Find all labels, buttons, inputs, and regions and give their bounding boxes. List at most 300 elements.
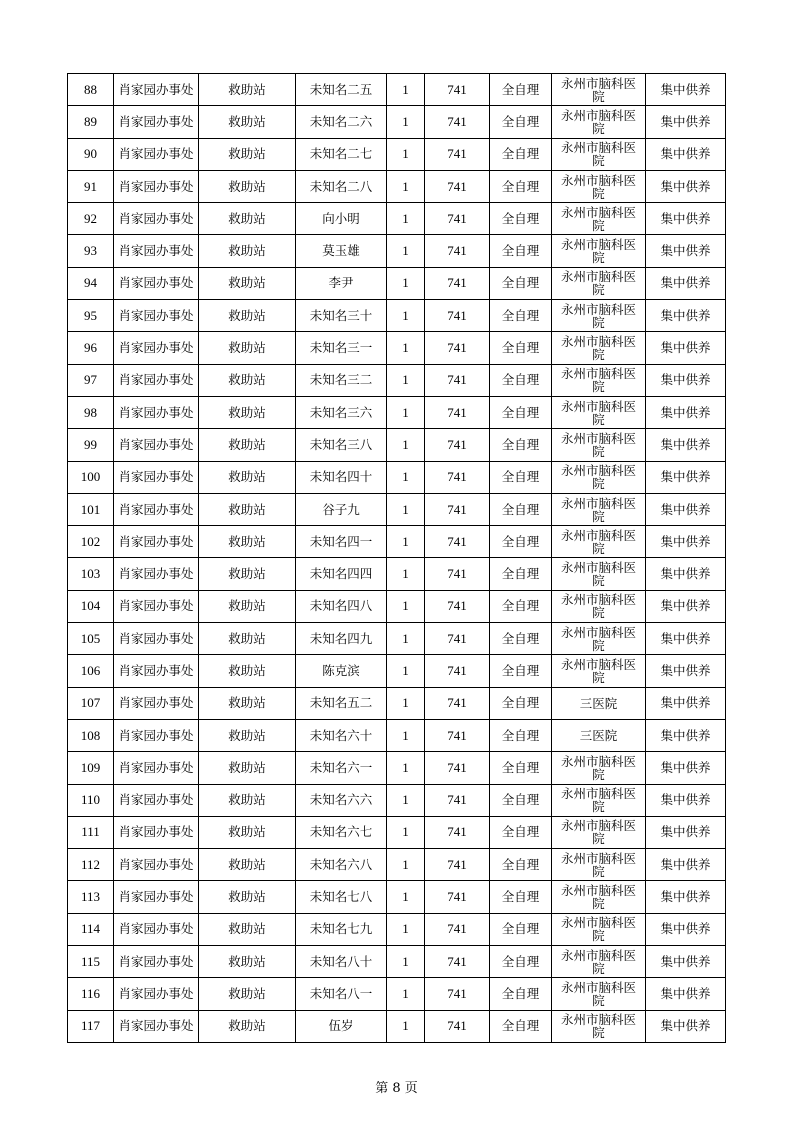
person-name-cell: 未知名六一 [296, 752, 387, 784]
row-number-cell: 116 [68, 978, 114, 1010]
care-level-cell: 全自理 [490, 170, 552, 202]
care-place-cell: 永州市脑科医院 [552, 784, 646, 816]
table-row [68, 558, 726, 590]
source-cell: 救助站 [199, 461, 296, 493]
row-number-cell: 92 [68, 203, 114, 235]
care-level-cell: 全自理 [490, 719, 552, 751]
support-mode-cell: 集中供养 [646, 623, 726, 655]
row-number-cell: 106 [68, 655, 114, 687]
row-number-cell: 117 [68, 1010, 114, 1042]
office-cell: 肖家园办事处 [114, 655, 199, 687]
care-place-cell: 永州市脑科医院 [552, 590, 646, 622]
count-cell: 1 [387, 332, 425, 364]
office-cell: 肖家园办事处 [114, 364, 199, 396]
office-cell: 肖家园办事处 [114, 235, 199, 267]
table-row [68, 74, 726, 106]
table-row [68, 784, 726, 816]
source-cell: 救助站 [199, 978, 296, 1010]
office-cell: 肖家园办事处 [114, 978, 199, 1010]
amount-cell: 741 [425, 300, 490, 332]
table-row [68, 170, 726, 202]
support-mode-cell: 集中供养 [646, 719, 726, 751]
support-mode-cell: 集中供养 [646, 946, 726, 978]
person-name-cell: 未知名四九 [296, 623, 387, 655]
person-name-cell: 未知名四四 [296, 558, 387, 590]
office-cell: 肖家园办事处 [114, 881, 199, 913]
table-row [68, 138, 726, 170]
office-cell: 肖家园办事处 [114, 493, 199, 525]
care-level-cell: 全自理 [490, 978, 552, 1010]
table-row [68, 300, 726, 332]
office-cell: 肖家园办事处 [114, 849, 199, 881]
amount-cell: 741 [425, 461, 490, 493]
table-body [68, 74, 726, 1043]
person-name-cell: 李尹 [296, 267, 387, 299]
row-number-cell: 115 [68, 946, 114, 978]
office-cell: 肖家园办事处 [114, 396, 199, 428]
count-cell: 1 [387, 300, 425, 332]
amount-cell: 741 [425, 106, 490, 138]
support-mode-cell: 集中供养 [646, 849, 726, 881]
care-place-cell: 永州市脑科医院 [552, 752, 646, 784]
office-cell: 肖家园办事处 [114, 74, 199, 106]
count-cell: 1 [387, 1010, 425, 1042]
amount-cell: 741 [425, 203, 490, 235]
care-place-cell: 永州市脑科医院 [552, 913, 646, 945]
care-level-cell: 全自理 [490, 590, 552, 622]
table-row [68, 106, 726, 138]
office-cell: 肖家园办事处 [114, 590, 199, 622]
office-cell: 肖家园办事处 [114, 429, 199, 461]
care-place-cell: 永州市脑科医院 [552, 526, 646, 558]
table-row [68, 235, 726, 267]
care-place-cell: 永州市脑科医院 [552, 978, 646, 1010]
table-row [68, 881, 726, 913]
row-number-cell: 88 [68, 74, 114, 106]
care-level-cell: 全自理 [490, 74, 552, 106]
care-level-cell: 全自理 [490, 655, 552, 687]
count-cell: 1 [387, 429, 425, 461]
care-level-cell: 全自理 [490, 784, 552, 816]
support-mode-cell: 集中供养 [646, 74, 726, 106]
person-name-cell: 未知名八十 [296, 946, 387, 978]
care-place-cell: 永州市脑科医院 [552, 1010, 646, 1042]
count-cell: 1 [387, 590, 425, 622]
office-cell: 肖家园办事处 [114, 1010, 199, 1042]
support-mode-cell: 集中供养 [646, 300, 726, 332]
source-cell: 救助站 [199, 203, 296, 235]
office-cell: 肖家园办事处 [114, 687, 199, 719]
office-cell: 肖家园办事处 [114, 461, 199, 493]
support-mode-cell: 集中供养 [646, 881, 726, 913]
row-number-cell: 103 [68, 558, 114, 590]
table-row [68, 590, 726, 622]
amount-cell: 741 [425, 558, 490, 590]
support-mode-cell: 集中供养 [646, 655, 726, 687]
person-name-cell: 未知名二五 [296, 74, 387, 106]
row-number-cell: 108 [68, 719, 114, 751]
support-mode-cell: 集中供养 [646, 978, 726, 1010]
care-level-cell: 全自理 [490, 429, 552, 461]
care-place-cell: 永州市脑科医院 [552, 623, 646, 655]
row-number-cell: 99 [68, 429, 114, 461]
amount-cell: 741 [425, 752, 490, 784]
support-mode-cell: 集中供养 [646, 364, 726, 396]
table-row [68, 719, 726, 751]
source-cell: 救助站 [199, 881, 296, 913]
row-number-cell: 107 [68, 687, 114, 719]
office-cell: 肖家园办事处 [114, 946, 199, 978]
support-mode-cell: 集中供养 [646, 429, 726, 461]
source-cell: 救助站 [199, 946, 296, 978]
source-cell: 救助站 [199, 687, 296, 719]
count-cell: 1 [387, 235, 425, 267]
count-cell: 1 [387, 623, 425, 655]
care-place-cell: 永州市脑科医院 [552, 946, 646, 978]
care-place-cell: 三医院 [552, 687, 646, 719]
amount-cell: 741 [425, 396, 490, 428]
office-cell: 肖家园办事处 [114, 138, 199, 170]
row-number-cell: 112 [68, 849, 114, 881]
care-level-cell: 全自理 [490, 946, 552, 978]
office-cell: 肖家园办事处 [114, 267, 199, 299]
support-mode-cell: 集中供养 [646, 396, 726, 428]
person-name-cell: 未知名三八 [296, 429, 387, 461]
source-cell: 救助站 [199, 719, 296, 751]
count-cell: 1 [387, 267, 425, 299]
care-level-cell: 全自理 [490, 461, 552, 493]
care-level-cell: 全自理 [490, 526, 552, 558]
source-cell: 救助站 [199, 623, 296, 655]
support-mode-cell: 集中供养 [646, 558, 726, 590]
amount-cell: 741 [425, 1010, 490, 1042]
person-name-cell: 未知名三一 [296, 332, 387, 364]
care-place-cell: 永州市脑科医院 [552, 396, 646, 428]
care-place-cell: 永州市脑科医院 [552, 461, 646, 493]
table-row [68, 267, 726, 299]
person-name-cell: 未知名三二 [296, 364, 387, 396]
person-name-cell: 未知名八一 [296, 978, 387, 1010]
count-cell: 1 [387, 138, 425, 170]
row-number-cell: 90 [68, 138, 114, 170]
support-mode-cell: 集中供养 [646, 203, 726, 235]
source-cell: 救助站 [199, 300, 296, 332]
amount-cell: 741 [425, 881, 490, 913]
source-cell: 救助站 [199, 526, 296, 558]
amount-cell: 741 [425, 623, 490, 655]
person-name-cell: 未知名六六 [296, 784, 387, 816]
amount-cell: 741 [425, 267, 490, 299]
care-level-cell: 全自理 [490, 623, 552, 655]
amount-cell: 741 [425, 590, 490, 622]
person-name-cell: 未知名三十 [296, 300, 387, 332]
support-mode-cell: 集中供养 [646, 267, 726, 299]
care-level-cell: 全自理 [490, 106, 552, 138]
amount-cell: 741 [425, 493, 490, 525]
table-row [68, 332, 726, 364]
table-row [68, 493, 726, 525]
care-level-cell: 全自理 [490, 235, 552, 267]
source-cell: 救助站 [199, 784, 296, 816]
row-number-cell: 104 [68, 590, 114, 622]
care-level-cell: 全自理 [490, 558, 552, 590]
person-name-cell: 未知名七八 [296, 881, 387, 913]
care-level-cell: 全自理 [490, 752, 552, 784]
amount-cell: 741 [425, 526, 490, 558]
count-cell: 1 [387, 881, 425, 913]
support-mode-cell: 集中供养 [646, 784, 726, 816]
row-number-cell: 111 [68, 816, 114, 848]
care-place-cell: 永州市脑科医院 [552, 849, 646, 881]
page-number: 第 8 页 [375, 1081, 418, 1096]
beneficiary-table [67, 73, 726, 1043]
amount-cell: 741 [425, 655, 490, 687]
row-number-cell: 101 [68, 493, 114, 525]
row-number-cell: 96 [68, 332, 114, 364]
care-level-cell: 全自理 [490, 881, 552, 913]
person-name-cell: 未知名三六 [296, 396, 387, 428]
person-name-cell: 未知名四十 [296, 461, 387, 493]
care-level-cell: 全自理 [490, 849, 552, 881]
count-cell: 1 [387, 461, 425, 493]
count-cell: 1 [387, 558, 425, 590]
source-cell: 救助站 [199, 106, 296, 138]
row-number-cell: 97 [68, 364, 114, 396]
care-level-cell: 全自理 [490, 493, 552, 525]
source-cell: 救助站 [199, 493, 296, 525]
table-row [68, 913, 726, 945]
office-cell: 肖家园办事处 [114, 752, 199, 784]
amount-cell: 741 [425, 946, 490, 978]
count-cell: 1 [387, 364, 425, 396]
table-row [68, 623, 726, 655]
count-cell: 1 [387, 170, 425, 202]
table-row [68, 978, 726, 1010]
row-number-cell: 98 [68, 396, 114, 428]
source-cell: 救助站 [199, 1010, 296, 1042]
source-cell: 救助站 [199, 816, 296, 848]
table-row [68, 687, 726, 719]
care-place-cell: 永州市脑科医院 [552, 816, 646, 848]
support-mode-cell: 集中供养 [646, 752, 726, 784]
table-row [68, 946, 726, 978]
support-mode-cell: 集中供养 [646, 493, 726, 525]
row-number-cell: 113 [68, 881, 114, 913]
table-row [68, 752, 726, 784]
amount-cell: 741 [425, 784, 490, 816]
care-level-cell: 全自理 [490, 396, 552, 428]
count-cell: 1 [387, 493, 425, 525]
row-number-cell: 91 [68, 170, 114, 202]
care-level-cell: 全自理 [490, 816, 552, 848]
person-name-cell: 未知名七九 [296, 913, 387, 945]
source-cell: 救助站 [199, 655, 296, 687]
support-mode-cell: 集中供养 [646, 106, 726, 138]
support-mode-cell: 集中供养 [646, 687, 726, 719]
count-cell: 1 [387, 203, 425, 235]
care-level-cell: 全自理 [490, 913, 552, 945]
amount-cell: 741 [425, 170, 490, 202]
table-row [68, 364, 726, 396]
amount-cell: 741 [425, 138, 490, 170]
source-cell: 救助站 [199, 364, 296, 396]
care-place-cell: 永州市脑科医院 [552, 235, 646, 267]
amount-cell: 741 [425, 816, 490, 848]
row-number-cell: 94 [68, 267, 114, 299]
care-place-cell: 永州市脑科医院 [552, 170, 646, 202]
count-cell: 1 [387, 752, 425, 784]
table-row [68, 816, 726, 848]
person-name-cell: 伍岁 [296, 1010, 387, 1042]
count-cell: 1 [387, 849, 425, 881]
office-cell: 肖家园办事处 [114, 526, 199, 558]
office-cell: 肖家园办事处 [114, 332, 199, 364]
amount-cell: 741 [425, 719, 490, 751]
person-name-cell: 未知名二六 [296, 106, 387, 138]
support-mode-cell: 集中供养 [646, 170, 726, 202]
care-level-cell: 全自理 [490, 138, 552, 170]
person-name-cell: 未知名六七 [296, 816, 387, 848]
office-cell: 肖家园办事处 [114, 913, 199, 945]
person-name-cell: 莫玉雄 [296, 235, 387, 267]
table-row [68, 849, 726, 881]
source-cell: 救助站 [199, 558, 296, 590]
care-place-cell: 永州市脑科医院 [552, 493, 646, 525]
row-number-cell: 95 [68, 300, 114, 332]
care-level-cell: 全自理 [490, 332, 552, 364]
support-mode-cell: 集中供养 [646, 526, 726, 558]
amount-cell: 741 [425, 332, 490, 364]
support-mode-cell: 集中供养 [646, 1010, 726, 1042]
table-row [68, 1010, 726, 1042]
person-name-cell: 未知名二八 [296, 170, 387, 202]
amount-cell: 741 [425, 913, 490, 945]
care-place-cell: 永州市脑科医院 [552, 74, 646, 106]
count-cell: 1 [387, 913, 425, 945]
table-row [68, 526, 726, 558]
care-place-cell: 永州市脑科医院 [552, 203, 646, 235]
care-level-cell: 全自理 [490, 203, 552, 235]
care-place-cell: 永州市脑科医院 [552, 881, 646, 913]
care-place-cell: 永州市脑科医院 [552, 267, 646, 299]
row-number-cell: 109 [68, 752, 114, 784]
office-cell: 肖家园办事处 [114, 106, 199, 138]
source-cell: 救助站 [199, 396, 296, 428]
table-row [68, 655, 726, 687]
office-cell: 肖家园办事处 [114, 719, 199, 751]
amount-cell: 741 [425, 429, 490, 461]
person-name-cell: 谷子九 [296, 493, 387, 525]
source-cell: 救助站 [199, 849, 296, 881]
amount-cell: 741 [425, 364, 490, 396]
source-cell: 救助站 [199, 170, 296, 202]
person-name-cell: 未知名二七 [296, 138, 387, 170]
care-place-cell: 永州市脑科医院 [552, 138, 646, 170]
source-cell: 救助站 [199, 752, 296, 784]
support-mode-cell: 集中供养 [646, 816, 726, 848]
table-row [68, 461, 726, 493]
care-place-cell: 三医院 [552, 719, 646, 751]
person-name-cell: 未知名四八 [296, 590, 387, 622]
office-cell: 肖家园办事处 [114, 816, 199, 848]
care-level-cell: 全自理 [490, 687, 552, 719]
office-cell: 肖家园办事处 [114, 300, 199, 332]
person-name-cell: 陈克滨 [296, 655, 387, 687]
support-mode-cell: 集中供养 [646, 461, 726, 493]
row-number-cell: 93 [68, 235, 114, 267]
office-cell: 肖家园办事处 [114, 170, 199, 202]
table-row [68, 203, 726, 235]
person-name-cell: 未知名四一 [296, 526, 387, 558]
support-mode-cell: 集中供养 [646, 332, 726, 364]
care-place-cell: 永州市脑科医院 [552, 364, 646, 396]
amount-cell: 741 [425, 687, 490, 719]
source-cell: 救助站 [199, 332, 296, 364]
care-place-cell: 永州市脑科医院 [552, 332, 646, 364]
row-number-cell: 114 [68, 913, 114, 945]
amount-cell: 741 [425, 978, 490, 1010]
person-name-cell: 未知名六十 [296, 719, 387, 751]
row-number-cell: 89 [68, 106, 114, 138]
source-cell: 救助站 [199, 590, 296, 622]
count-cell: 1 [387, 74, 425, 106]
table-row [68, 396, 726, 428]
table-row [68, 429, 726, 461]
source-cell: 救助站 [199, 913, 296, 945]
care-place-cell: 永州市脑科医院 [552, 106, 646, 138]
care-level-cell: 全自理 [490, 1010, 552, 1042]
row-number-cell: 100 [68, 461, 114, 493]
row-number-cell: 110 [68, 784, 114, 816]
care-level-cell: 全自理 [490, 300, 552, 332]
count-cell: 1 [387, 816, 425, 848]
count-cell: 1 [387, 978, 425, 1010]
amount-cell: 741 [425, 74, 490, 106]
count-cell: 1 [387, 106, 425, 138]
row-number-cell: 105 [68, 623, 114, 655]
office-cell: 肖家园办事处 [114, 784, 199, 816]
support-mode-cell: 集中供养 [646, 138, 726, 170]
support-mode-cell: 集中供养 [646, 235, 726, 267]
source-cell: 救助站 [199, 235, 296, 267]
care-place-cell: 永州市脑科医院 [552, 300, 646, 332]
source-cell: 救助站 [199, 429, 296, 461]
count-cell: 1 [387, 687, 425, 719]
count-cell: 1 [387, 655, 425, 687]
office-cell: 肖家园办事处 [114, 623, 199, 655]
row-number-cell: 102 [68, 526, 114, 558]
source-cell: 救助站 [199, 74, 296, 106]
office-cell: 肖家园办事处 [114, 203, 199, 235]
care-level-cell: 全自理 [490, 364, 552, 396]
care-place-cell: 永州市脑科医院 [552, 655, 646, 687]
count-cell: 1 [387, 946, 425, 978]
count-cell: 1 [387, 784, 425, 816]
source-cell: 救助站 [199, 138, 296, 170]
person-name-cell: 未知名五二 [296, 687, 387, 719]
person-name-cell: 向小明 [296, 203, 387, 235]
count-cell: 1 [387, 396, 425, 428]
count-cell: 1 [387, 719, 425, 751]
person-name-cell: 未知名六八 [296, 849, 387, 881]
amount-cell: 741 [425, 235, 490, 267]
count-cell: 1 [387, 526, 425, 558]
office-cell: 肖家园办事处 [114, 558, 199, 590]
support-mode-cell: 集中供养 [646, 913, 726, 945]
care-place-cell: 永州市脑科医院 [552, 429, 646, 461]
support-mode-cell: 集中供养 [646, 590, 726, 622]
amount-cell: 741 [425, 849, 490, 881]
